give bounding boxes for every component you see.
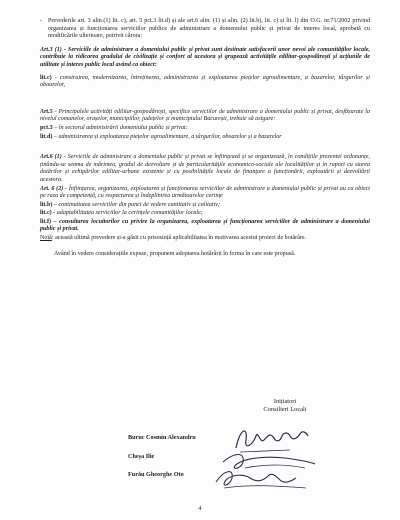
- art5-litd-heading: lit.d): [40, 133, 53, 140]
- art6-text: - Serviciile de administrare a domeniului public și privat se înființează și se organizează, în condițiile prezentei ordonanțe, ținându-se seama de mărimea, gradul de dezvoltare și de particularitățile economico-sociale ale localităților și în raport cu starea dotărilor și echipărilor edilitar-urbane existente și cu posibilitățile locale de finanțare a funcționării, exploatării și dezvoltării acestora.: [40, 154, 370, 183]
- art5-text: - Principalele activități edilitar-gospodărești, specifice serviciilor de administrare a domeniului public și privat, desfășurate la nivelul comunelor, orașelor, municipiilor, județelor și municipiului București, trebuie să asigure:: [40, 108, 370, 123]
- initiators-title: Inițiatori: [273, 398, 297, 405]
- art6-p2-text: - Înființarea, organizarea, exploatarea și funcționarea serviciilor de administrare a domeniului public și privat au ca obiect pe raza de competență, cu respectarea și îndeplinirea următoarelor cerințe: [40, 185, 370, 200]
- art6-litc-text: - adaptabilitatea serviciilor la cerințele comunităților locale;: [51, 210, 203, 217]
- art6-litc-heading: lit.c): [40, 210, 52, 217]
- intro-text: Prevederile art. 3 alin.(1) lit. c), art. 5 pct.3 lit.d) și ale art.6 alin. (1) și alin. (2) lit.b), lit. c) și lit. l) din O.G. nr.71/2002 privind organizarea și funcționarea serviciilor publice de administrare a domeniului public și privat de interes local, aprobată cu modificările ulterioare, potrivit cărora:: [48, 18, 370, 40]
- art5-heading: Art.5: [40, 108, 53, 115]
- art3-litc-heading: lit.c): [40, 74, 52, 81]
- art5-pct3-text: – în sectorul administrării domeniului public și privat:: [52, 124, 188, 131]
- art6-litb-heading: lit.b): [40, 201, 53, 208]
- art5-pct3-heading: pct.3: [40, 124, 53, 131]
- art3-section: [40, 47, 370, 90]
- art6-litf-text: – consultarea locuitorilor cu privire la organizarea, exploatarea și funcționarea serviciilor de administrare a domeniului public și privat.: [40, 218, 370, 233]
- closing-paragraph: Având în vedere considerațiile expuse, propunem adoptarea hotărârii în forma în care este propusă.: [54, 250, 296, 257]
- art3-heading: Art.3 (1): [40, 46, 62, 53]
- art5-section: [40, 109, 370, 141]
- signature-3: [210, 464, 320, 494]
- signer-name: Cheșa Ilie: [128, 453, 155, 460]
- art6-heading: Art.6 (1): [40, 154, 62, 161]
- art5-litd-text: – administrarea și exploatarea piețelor agroalimentare, a târgurilor, oboarelor și a bazarelor: [52, 133, 282, 140]
- initiators-subtitle: Consilieri Locali: [263, 406, 307, 413]
- page-number: 4: [198, 505, 202, 512]
- art6-litb-text: – continuitatea serviciilor din punct de vedere cantitativ și calitativ;: [52, 201, 221, 208]
- signature-area: [40, 398, 380, 498]
- art6-section: [40, 154, 370, 243]
- intro-paragraph: [40, 18, 370, 41]
- nota-heading: Notă: [40, 235, 52, 242]
- art3-text: - Serviciile de administrare a domeniului public și privat sunt destinate satisfacerii unor nevoi ale comunităților locale, contribuie la ridicarea gradului de civilizație și confort al acestora și grupează activitățile edilitar-gospodărești și acțiunile de utilitate și interes public local având ca obiect:: [40, 46, 371, 68]
- signer-name: Buruc Cosmin Alexandru: [128, 434, 196, 441]
- art6-litf-heading: lit.f): [40, 218, 51, 225]
- nota-text: : această ultimă prevedere și-a găsit cu prisosință aplicabilitatea în motivarea acestui proiect de hotărâre.: [51, 235, 307, 242]
- art3-litc-text: - construirea, modernizarea, întreținerea, administrarea și exploatarea piețelor agroalimentare, a bazarelor, târgurilor și oboarelor,: [40, 74, 370, 89]
- art6-p2-heading: Art. 6 (2): [40, 185, 64, 192]
- bullet-dash: -: [40, 18, 43, 24]
- document-body: [40, 18, 370, 266]
- initiators-block: [250, 398, 320, 414]
- signer-name: Furău Gheorghe Oto: [128, 471, 184, 478]
